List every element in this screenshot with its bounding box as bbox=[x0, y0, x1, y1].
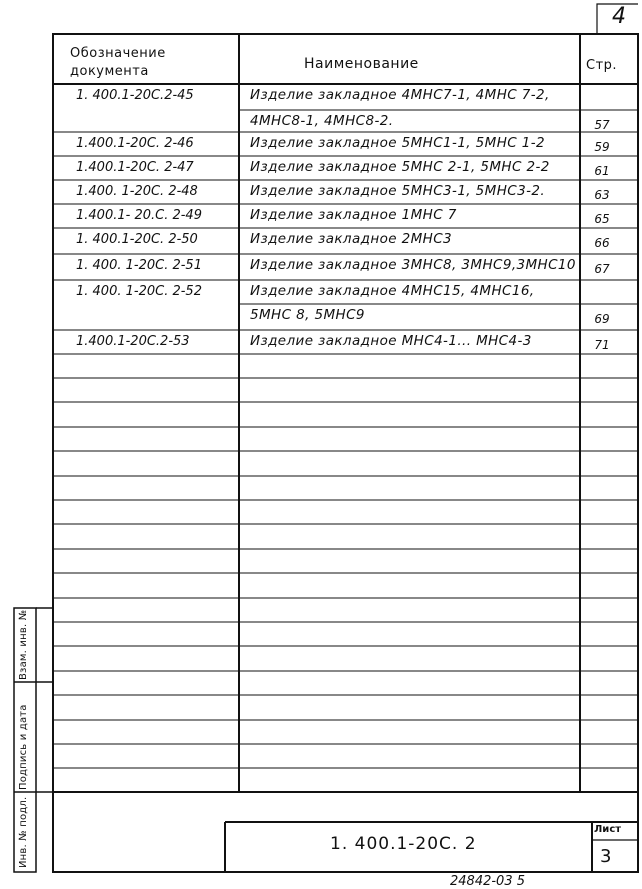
row-page: 59 bbox=[594, 140, 610, 154]
row-designation: 1. 400.1-20С.2-45 bbox=[76, 88, 194, 103]
stamp-label-signature-date: Подпись и дата bbox=[18, 704, 29, 790]
row-page: 61 bbox=[594, 164, 610, 178]
row-designation: 1.400.1- 20.С. 2-49 bbox=[76, 208, 202, 223]
row-name: 5МНС 8, 5МНС9 bbox=[250, 307, 365, 323]
header-page: Стр. bbox=[586, 58, 618, 73]
stamp-label-original-inv: Инв. № подл. bbox=[18, 796, 29, 868]
row-page: 69 bbox=[594, 312, 610, 326]
row-page: 66 bbox=[594, 236, 610, 250]
row-designation: 1. 400. 1-20С. 2-51 bbox=[76, 258, 202, 273]
row-name: 4МНС8-1, 4МНС8-2. bbox=[250, 113, 394, 129]
row-page: 63 bbox=[594, 188, 610, 202]
row-name: Изделие закладное 4МНС7-1, 4МНС 7-2, bbox=[250, 87, 550, 103]
row-name: Изделие закладное МНС4-1... МНС4-3 bbox=[250, 333, 532, 349]
stamp-label-replacement-inv: Взам. инв. № bbox=[18, 609, 29, 680]
row-designation: 1.400.1-20С. 2-47 bbox=[76, 160, 194, 175]
row-name: Изделие закладное 5МНС 2-1, 5МНС 2-2 bbox=[250, 159, 550, 175]
row-designation: 1.400.1-20С. 2-46 bbox=[76, 136, 194, 151]
row-name: Изделие закладное 4МНС15, 4МНС16, bbox=[250, 283, 535, 299]
row-name: Изделие закладное 2МНС3 bbox=[250, 231, 453, 247]
header-name: Наименование bbox=[304, 56, 419, 72]
sheet-number: 3 bbox=[600, 846, 612, 867]
header-designation-line2: документа bbox=[70, 64, 149, 79]
row-name: Изделие закладное 1МНС 7 bbox=[250, 207, 457, 223]
row-designation: 1. 400. 1-20С. 2-52 bbox=[76, 284, 202, 299]
row-designation: 1. 400.1-20С. 2-50 bbox=[76, 232, 198, 247]
row-designation: 1.400.1-20С.2-53 bbox=[76, 334, 190, 349]
sheet-label: Лист bbox=[594, 824, 622, 835]
row-page: 71 bbox=[594, 338, 610, 352]
header-designation-line1: Обозначение bbox=[70, 46, 166, 61]
row-page: 67 bbox=[594, 262, 610, 276]
row-designation: 1.400. 1-20С. 2-48 bbox=[76, 184, 198, 199]
footer-archive-code: 24842-03 5 bbox=[450, 874, 525, 889]
row-name: Изделие закладное 3МНС8, 3МНС9,3МНС10 bbox=[250, 257, 576, 273]
row-name: Изделие закладное 5МНС1-1, 5МНС 1-2 bbox=[250, 135, 546, 151]
row-name: Изделие закладное 5МНС3-1, 5МНС3-2. bbox=[250, 183, 546, 199]
page-corner-number: 4 bbox=[612, 4, 626, 29]
row-page: 57 bbox=[594, 118, 610, 132]
document-code: 1. 400.1-20С. 2 bbox=[330, 834, 477, 854]
row-page: 65 bbox=[594, 212, 610, 226]
